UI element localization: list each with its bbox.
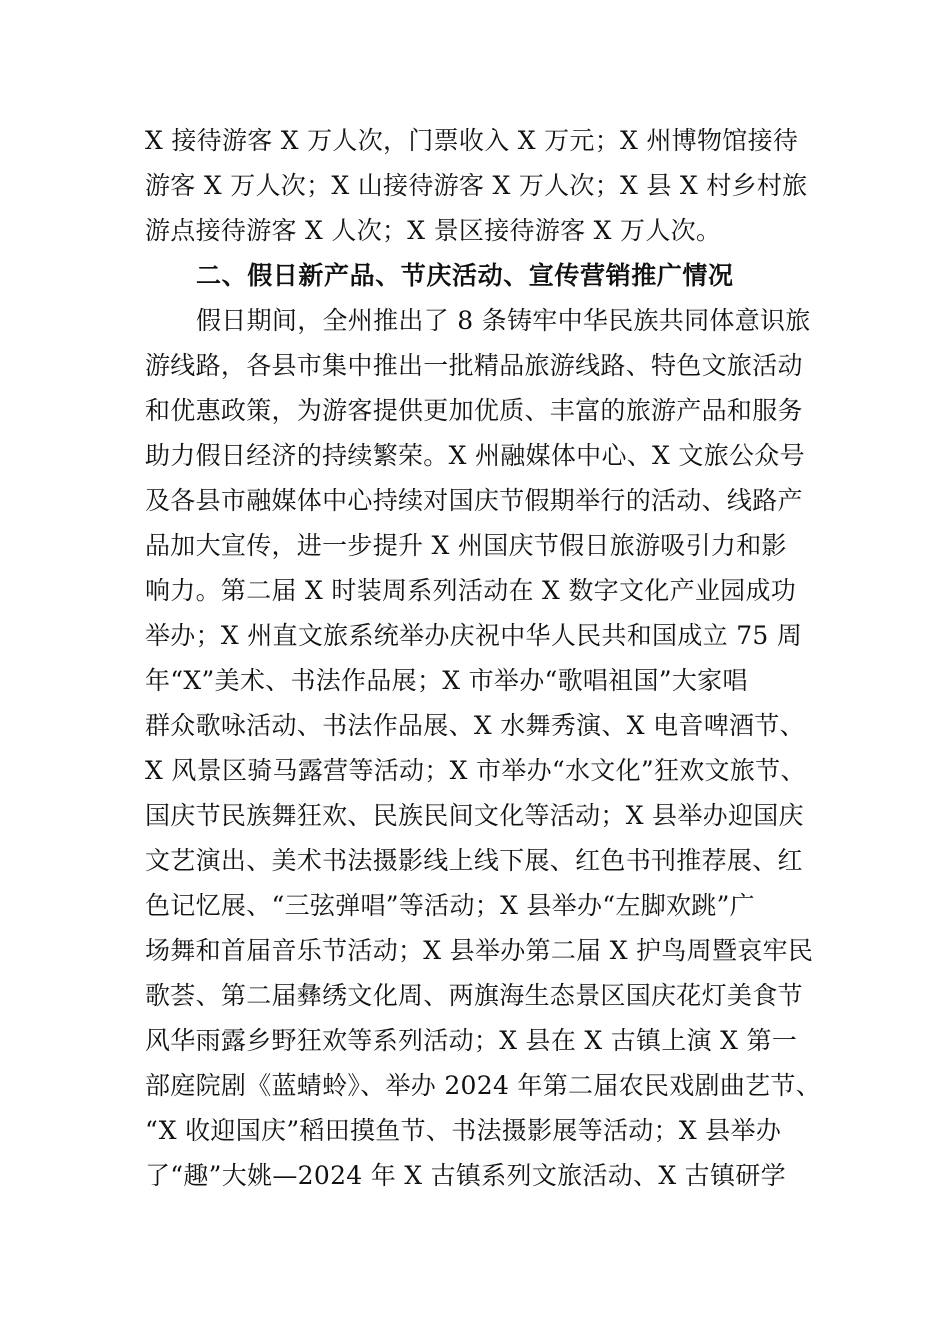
text-line: 文艺演出、美术书法摄影线上线下展、红色书刊推荐展、红 xyxy=(145,846,803,875)
section-heading: 二、假日新产品、节庆活动、宣传营销推广情况 xyxy=(196,261,734,290)
text-line: 风华雨露乡野狂欢等系列活动；X 县在 X 古镇上演 X 第一 xyxy=(145,1026,798,1055)
text-line: 及各县市融媒体中心持续对国庆节假期举行的活动、线路产 xyxy=(145,486,803,515)
text-line: X 风景区骑马露营等活动；X 市举办“水文化”狂欢文旅节、 xyxy=(145,756,806,785)
text-line: 举办；X 州直文旅系统举办庆祝中华人民共和国成立 75 周 xyxy=(145,621,803,650)
paragraph-visitor-stats xyxy=(145,118,845,253)
text-line: X 接待游客 X 万人次，门票收入 X 万元；X 州博物馆接待 xyxy=(145,126,799,155)
text-line: 品加大宣传，进一步提升 X 州国庆节假日旅游吸引力和影 xyxy=(145,531,787,560)
text-line: 群众歌咏活动、书法作品展、X 水舞秀演、X 电音啤酒节、 xyxy=(145,711,805,740)
text-line: 场舞和首届音乐节活动；X 县举办第二届 X 护鸟周暨哀牢民 xyxy=(145,936,814,965)
text-line: 和优惠政策，为游客提供更加优质、丰富的旅游产品和服务 xyxy=(145,396,803,425)
text-line: “X 收迎国庆”稻田摸鱼节、书法摄影展等活动；X 县举办 xyxy=(145,1116,782,1145)
text-line: 游点接待游客 X 人次；X 景区接待游客 X 万人次。 xyxy=(145,216,722,245)
text-line: 游客 X 万人次；X 山接待游客 X 万人次；X 县 X 村乡村旅 xyxy=(145,171,808,200)
text-line: 年“X”美术、书法作品展；X 市举办“歌唱祖国”大家唱 xyxy=(145,666,748,695)
text-line: 国庆节民族舞狂欢、民族民间文化等活动；X 县举办迎国庆 xyxy=(145,801,804,830)
text-line: 假日期间，全州推出了 8 条铸牢中华民族共同体意识旅 xyxy=(196,306,811,335)
text-line: 助力假日经济的持续繁荣。X 州融媒体中心、X 文旅公众号 xyxy=(145,441,805,470)
text-line: 响力。第二届 X 时装周系列活动在 X 数字文化产业园成功 xyxy=(145,576,797,605)
document-body xyxy=(145,118,845,1198)
text-line: 歌荟、第二届彝绣文化周、两旗海生态景区国庆花灯美食节 xyxy=(145,981,803,1010)
text-line: 游线路，各县市集中推出一批精品旅游线路、特色文旅活动 xyxy=(145,351,803,380)
paragraph-holiday-activities xyxy=(145,298,845,1198)
text-line: 了“趣”大姚—2024 年 X 古镇系列文旅活动、X 古镇研学 xyxy=(145,1161,786,1190)
text-line: 部庭院剧《蓝蜻蛉》、举办 2024 年第二届农民戏剧曲艺节、 xyxy=(145,1071,822,1100)
text-line: 色记忆展、“三弦弹唱”等活动；X 县举办“左脚欢跳”广 xyxy=(145,891,755,920)
